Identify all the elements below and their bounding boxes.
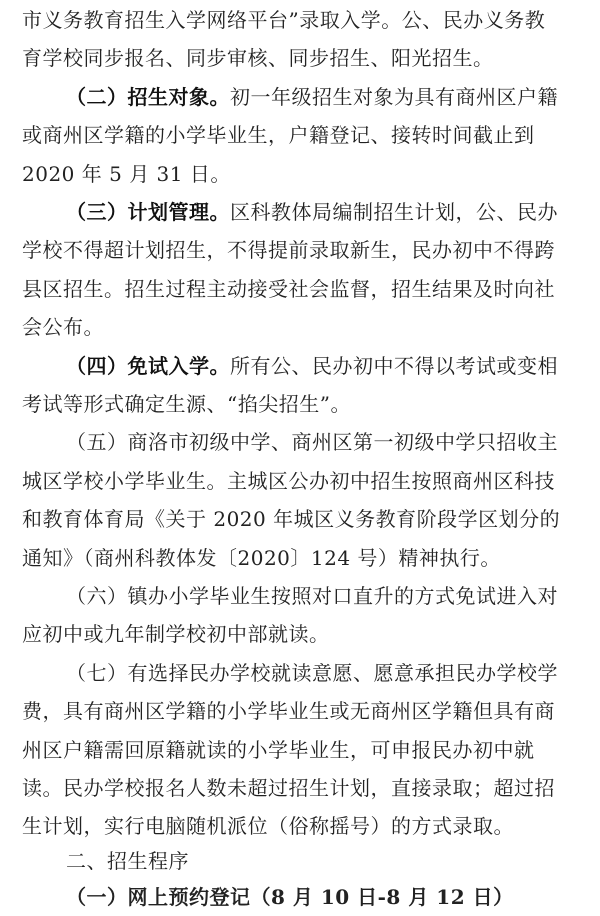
line-text: 费，具有商州区学籍的小学毕业生或无商州区学籍但具有商 — [22, 699, 555, 724]
paragraph-start — [22, 422, 578, 462]
line-text: （五）商洛市初级中学、商州区第一初级中学只招收主 — [66, 430, 558, 455]
text-line — [22, 0, 578, 40]
text-line — [22, 499, 578, 539]
section-title — [22, 841, 578, 881]
line-text: 应初中或九年制学校初中部就读。 — [22, 622, 330, 647]
line-text: （六）镇办小学毕业生按照对口直升的方式免试进入对 — [66, 584, 558, 608]
line-text: 市义务教育招生入学网络平台”录取入学。公、民办义务教 — [22, 8, 546, 32]
section-title-text: 二、招生程序 — [66, 848, 189, 873]
section-paragraph — [22, 192, 578, 232]
text-line — [22, 730, 578, 770]
text-line — [22, 115, 578, 155]
paragraph-start — [22, 576, 578, 616]
line-text: 州区户籍需回原籍就读的小学毕业生，可申报民办初中就 — [22, 737, 535, 762]
paragraph-start — [22, 653, 578, 693]
line-text: 育学校同步报名、同步审核、同步招生、阳光招生。 — [22, 46, 494, 71]
subsection-title — [22, 879, 578, 916]
line-text: 会公布。 — [22, 315, 104, 340]
text-line — [22, 230, 578, 270]
text-line — [22, 461, 578, 501]
line-text: 2020 年 5 月 31 日。 — [22, 161, 231, 186]
text-line — [22, 384, 578, 424]
line-text: 所有公、民办初中不得以考试或变相 — [230, 353, 558, 378]
line-text: （七）有选择民办学校就读意愿、愿意承担民办学校学 — [66, 660, 558, 685]
line-text: 通知》（商州科教体发〔2020〕124 号）精神执行。 — [22, 545, 501, 570]
text-line — [22, 307, 578, 347]
line-text: 学校不得超计划招生，不得提前录取新生，民办初中不得跨 — [22, 238, 555, 263]
line-text: 区科教体局编制招生计划，公、民办 — [230, 200, 558, 224]
line-text: 考试等形式确定生源、“掐尖招生”。 — [22, 392, 351, 416]
line-text: 初一年级招生对象为具有商州区户籍 — [230, 84, 558, 109]
section-heading: （四）免试入学。 — [66, 353, 230, 378]
text-line — [22, 154, 578, 194]
text-line — [22, 768, 578, 808]
text-line — [22, 614, 578, 654]
line-text: 和教育体育局《关于 2020 年城区义务教育阶段学区划分的 — [22, 507, 561, 532]
text-line — [22, 38, 578, 78]
section-paragraph — [22, 77, 578, 117]
text-line — [22, 538, 578, 578]
line-text: 生计划，实行电脑随机派位（俗称摇号）的方式录取。 — [22, 814, 514, 839]
line-text: 县区招生。招生过程主动接受社会监督，招生结果及时向社 — [22, 276, 555, 301]
section-heading: （二）招生对象。 — [66, 84, 230, 109]
line-text: 城区学校小学毕业生。主城区公办初中招生按照商州区科技 — [22, 468, 555, 493]
section-heading: （三）计划管理。 — [66, 200, 230, 224]
text-line — [22, 691, 578, 731]
line-text: 读。民办学校报名人数未超过招生计划，直接录取；超过招 — [22, 776, 555, 800]
subsection-title-text: （一）网上预约登记（8 月 10 日-8 月 12 日） — [66, 885, 514, 910]
text-line — [22, 269, 578, 309]
line-text: 或商州区学籍的小学毕业生，户籍登记、接转时间截止到 — [22, 123, 535, 148]
section-paragraph — [22, 346, 578, 386]
